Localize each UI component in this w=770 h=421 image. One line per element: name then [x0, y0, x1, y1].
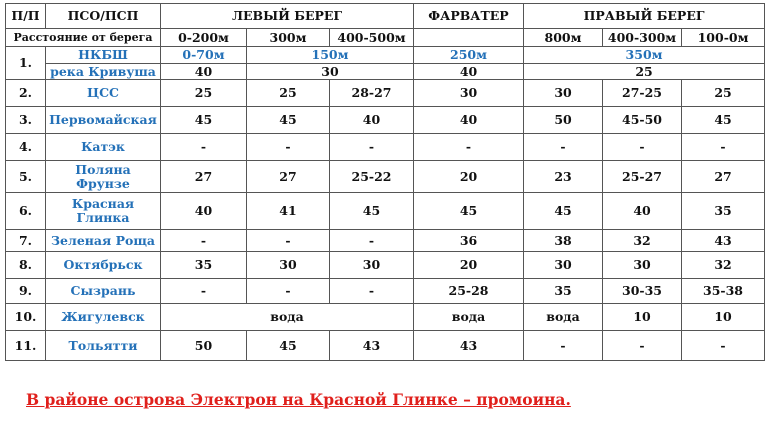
row-name: Октябрьск	[46, 252, 161, 279]
table-row	[6, 64, 765, 80]
table-cell: 32	[603, 230, 682, 252]
distance-fairway	[414, 29, 524, 47]
header-left-bank: ЛЕВЫЙ БЕРЕГ	[161, 4, 414, 29]
table-cell: вода	[524, 304, 603, 331]
table-cell: 32	[682, 252, 765, 279]
table-cell: 43	[682, 230, 765, 252]
table-cell: 40	[161, 64, 247, 80]
table-cell: -	[524, 134, 603, 161]
table-cell: 25-27	[603, 161, 682, 193]
row-name: Тольятти	[46, 331, 161, 361]
table-cell: 45-50	[603, 107, 682, 134]
table-row	[6, 80, 765, 107]
table-cell: 43	[414, 331, 524, 361]
table-cell: 45	[524, 193, 603, 230]
table-cell: -	[603, 134, 682, 161]
row-num: 10.	[6, 304, 46, 331]
row-num: 3.	[6, 107, 46, 134]
table-cell: -	[247, 134, 330, 161]
table-cell: 27	[161, 161, 247, 193]
table-row	[6, 107, 765, 134]
table-cell: 20	[414, 252, 524, 279]
table-cell: 25	[682, 80, 765, 107]
row-name: Зеленая Роща	[46, 230, 161, 252]
table-row	[6, 134, 765, 161]
table-cell: 10	[603, 304, 682, 331]
table-cell: 41	[247, 193, 330, 230]
table-cell: 40	[414, 107, 524, 134]
row-num: 5.	[6, 161, 46, 193]
table-cell: 40	[330, 107, 414, 134]
table-cell: 50	[524, 107, 603, 134]
row-name: НКБШ	[46, 47, 161, 64]
table-row	[6, 161, 765, 193]
distance-right-1: 800м	[524, 29, 603, 47]
data-rows	[6, 80, 765, 304]
distance-left-3: 400-500м	[330, 29, 414, 47]
table-cell: 27	[247, 161, 330, 193]
table-row	[6, 279, 765, 304]
table-cell: 30	[414, 80, 524, 107]
header-pso: ПСО/ПСП	[46, 4, 161, 29]
distance-label: Расстояние от берега	[6, 29, 161, 47]
row-num: 9.	[6, 279, 46, 304]
table-cell: 28-27	[330, 80, 414, 107]
header-fairway: ФАРВАТЕР	[414, 4, 524, 29]
row-name: Поляна Фрунзе	[46, 161, 161, 193]
row-num: 2.	[6, 80, 46, 107]
table-cell: -	[161, 279, 247, 304]
row1-dist-right: 350м	[524, 47, 765, 64]
header-num: П/П	[6, 4, 46, 29]
table-cell: 45	[414, 193, 524, 230]
table-cell: -	[330, 230, 414, 252]
table-cell: -	[603, 331, 682, 361]
row-num: 11.	[6, 331, 46, 361]
row1-dist-fairway: 250м	[414, 47, 524, 64]
table-cell: вода	[161, 304, 414, 331]
table-cell: -	[247, 230, 330, 252]
distance-row	[6, 29, 765, 47]
table-cell: -	[161, 134, 247, 161]
table-cell: 23	[524, 161, 603, 193]
table-cell: 30	[524, 80, 603, 107]
table-cell: 36	[414, 230, 524, 252]
table-cell: вода	[414, 304, 524, 331]
table-cell: 30	[330, 252, 414, 279]
row-num: 8.	[6, 252, 46, 279]
table-cell: -	[524, 331, 603, 361]
table-cell: 20	[414, 161, 524, 193]
header-row	[6, 4, 765, 29]
row-num: 4.	[6, 134, 46, 161]
table-cell: 40	[161, 193, 247, 230]
table-cell: -	[247, 279, 330, 304]
table-cell: -	[330, 134, 414, 161]
table-cell: 50	[161, 331, 247, 361]
table-row	[6, 304, 765, 331]
table-cell: 45	[161, 107, 247, 134]
table-cell: 43	[330, 331, 414, 361]
table-cell: 30	[247, 64, 414, 80]
row-name: Красная Глинка	[46, 193, 161, 230]
table-cell: 40	[414, 64, 524, 80]
table-cell: 25	[161, 80, 247, 107]
table-row	[6, 230, 765, 252]
row-name: Катэк	[46, 134, 161, 161]
table-row	[6, 252, 765, 279]
table-cell: 30-35	[603, 279, 682, 304]
table-row	[6, 193, 765, 230]
table-cell: 35	[524, 279, 603, 304]
table-row	[6, 331, 765, 361]
table-cell: 35-38	[682, 279, 765, 304]
table-cell: 35	[682, 193, 765, 230]
table-cell: 27	[682, 161, 765, 193]
row-name-line2: река Кривуша	[46, 64, 161, 80]
table-cell: -	[414, 134, 524, 161]
distance-left-1: 0-200м	[161, 29, 247, 47]
table-cell: 35	[161, 252, 247, 279]
ice-thickness-table	[5, 3, 765, 361]
row1-dist-left-a: 0-70м	[161, 47, 247, 64]
table-cell: -	[682, 331, 765, 361]
table-cell: 40	[603, 193, 682, 230]
distance-right-3: 100-0м	[682, 29, 765, 47]
table-cell: 25-28	[414, 279, 524, 304]
row-num: 7.	[6, 230, 46, 252]
distance-right-2: 400-300м	[603, 29, 682, 47]
row-name: ЦСС	[46, 80, 161, 107]
row-name: Первомайская	[46, 107, 161, 134]
table-row	[6, 47, 765, 64]
header-right-bank: ПРАВЫЙ БЕРЕГ	[524, 4, 765, 29]
table-cell: 10	[682, 304, 765, 331]
distance-left-2: 300м	[247, 29, 330, 47]
table-cell: -	[161, 230, 247, 252]
row1-dist-left-b: 150м	[247, 47, 414, 64]
row-num: 1.	[6, 47, 46, 80]
table-cell: 38	[524, 230, 603, 252]
table-cell: 30	[247, 252, 330, 279]
table-cell: 45	[330, 193, 414, 230]
table-cell: 25	[524, 64, 765, 80]
row-name: Жигулевск	[46, 304, 161, 331]
table-cell: 30	[524, 252, 603, 279]
row-num: 6.	[6, 193, 46, 230]
table-cell: -	[682, 134, 765, 161]
table-cell: 45	[682, 107, 765, 134]
table-cell: 30	[603, 252, 682, 279]
table-cell: -	[330, 279, 414, 304]
row-name: Сызрань	[46, 279, 161, 304]
warning-note: В районе острова Электрон на Красной Глинке – промоина.	[26, 390, 571, 409]
table-cell: 25-22	[330, 161, 414, 193]
table-cell: 25	[247, 80, 330, 107]
table-cell: 27-25	[603, 80, 682, 107]
table-cell: 45	[247, 331, 330, 361]
table-cell: 45	[247, 107, 330, 134]
